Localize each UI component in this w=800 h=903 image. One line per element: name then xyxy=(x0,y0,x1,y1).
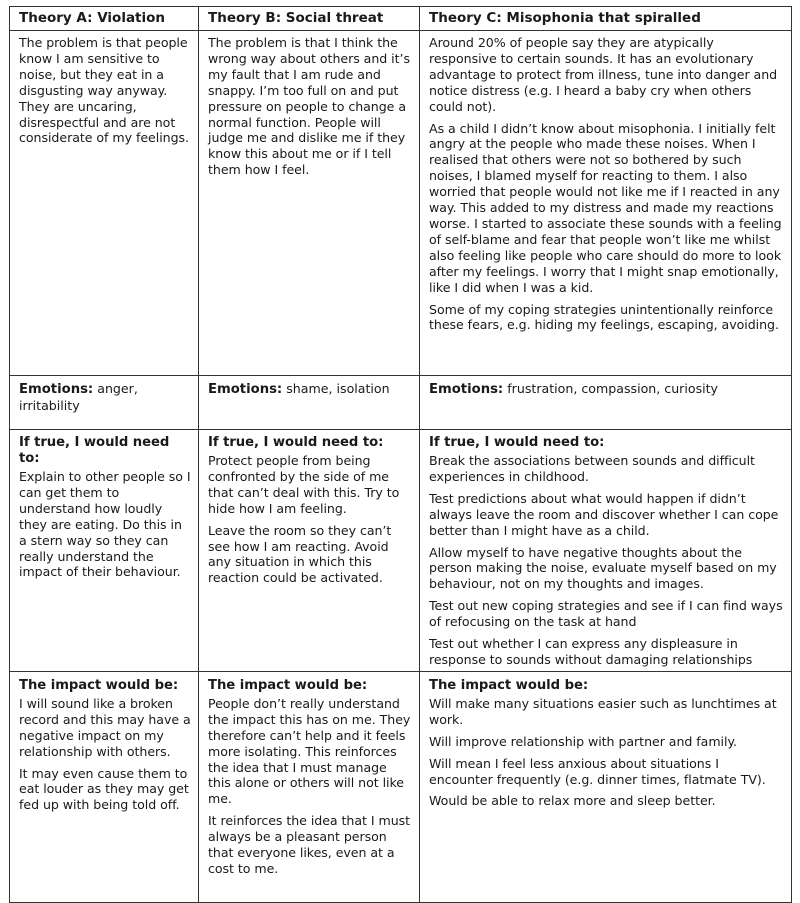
emotions-cell-a xyxy=(10,376,199,430)
description-row xyxy=(10,31,792,376)
header-theory-c: Theory C: Misophonia that spiralled xyxy=(420,7,792,31)
need-cell-c xyxy=(420,430,792,672)
need-paragraph: Test predictions about what would happen if didn’t always leave the room and discover whether I can cope better than I might have as a child. xyxy=(429,490,779,538)
impact-paragraph: It may even cause them to eat louder as they may get fed up with being told off. xyxy=(19,765,189,813)
need-paragraph: Test out whether I can express any displeasure in response to sounds without damaging relationships xyxy=(429,636,753,667)
impact-row xyxy=(10,671,792,902)
impact-cell-a xyxy=(10,671,199,902)
emotions-value: anger, irritability xyxy=(19,381,138,413)
impact-paragraph: Will mean I feel less anxious about situations I encounter frequently (e.g. dinner times, flatmate TV). xyxy=(429,755,766,787)
emotions-label: Emotions: xyxy=(19,382,94,397)
impact-heading: The impact would be: xyxy=(208,677,368,693)
emotions-label: Emotions: xyxy=(429,382,504,397)
impact-paragraph: Would be able to relax more and sleep better. xyxy=(429,793,716,809)
description-paragraph: Around 20% of people say they are atypically responsive to certain sounds. It has an evolutionary advantage to protect from illness, tune into danger and notice distress (e.g. I heard a baby cry when others could not). xyxy=(429,35,778,114)
header-theory-b: Theory B: Social threat xyxy=(199,7,420,31)
description-cell-c xyxy=(420,31,792,376)
description-paragraph: The problem is that people know I am sensitive to noise, but they eat in a disgusting way anyway. They are uncaring, disrespectful and are not considerate of my feelings. xyxy=(19,35,189,146)
impact-paragraph: I will sound like a broken record and this may have a negative impact on my relationship with others. xyxy=(19,695,191,759)
theories-table xyxy=(9,6,792,903)
need-heading: If true, I would need to: xyxy=(429,435,605,450)
impact-cell-b xyxy=(199,671,420,902)
need-heading: If true, I would need to: xyxy=(19,435,170,466)
need-row xyxy=(10,430,792,672)
impact-heading: The impact would be: xyxy=(429,677,589,693)
need-cell-b xyxy=(199,430,420,672)
emotions-value: shame, isolation xyxy=(286,381,390,396)
need-paragraph: Allow myself to have negative thoughts about the person making the noise, evaluate myself based on my behaviour, not on my thoughts and images. xyxy=(429,544,777,592)
emotions-label: Emotions: xyxy=(208,382,283,397)
need-paragraph: Test out new coping strategies and see if I can find ways of refocusing on the task at hand xyxy=(429,598,783,630)
need-paragraph: Break the associations between sounds and difficult experiences in childhood. xyxy=(429,453,755,484)
need-paragraph: Protect people from being confronted by the side of me that can’t deal with this. Try to hide how I am feeling. xyxy=(208,453,400,516)
description-cell-a xyxy=(10,31,199,376)
impact-heading: The impact would be: xyxy=(19,677,179,693)
description-paragraph: Some of my coping strategies unintentionally reinforce these fears, e.g. hiding my feelings, escaping, avoiding. xyxy=(429,301,779,333)
header-theory-a: Theory A: Violation xyxy=(10,7,199,31)
emotions-cell-b xyxy=(199,376,420,430)
need-paragraph: Explain to other people so I can get them to understand how loudly they are eating. Do this in a stern way so they can really understand the impact of their behaviour. xyxy=(19,469,191,580)
impact-paragraph: Will make many situations easier such as lunchtimes at work. xyxy=(429,695,777,727)
emotions-cell-c xyxy=(420,376,792,430)
description-paragraph: The problem is that I think the wrong way about others and it’s my fault that I am rude and snappy. I’m too full on and put pressure on people to change a normal function. People will judge me and dislike me if they know this about me or if I tell them how I feel. xyxy=(208,35,410,178)
emotions-row xyxy=(10,376,792,430)
impact-cell-c xyxy=(420,671,792,902)
emotions-value: frustration, compassion, curiosity xyxy=(507,381,719,396)
description-paragraph: As a child I didn’t know about misophonia. I initially felt angry at the people who made these noises. When I realised that others were not so bothered by such noises, I blamed myself for reacting to them. I also worried that people would not like me if I reacted in any way. This added to my distress and made my reactions worse. I started to associate these sounds with a feeling of self-blame and fear that people won’t like me whilst also feeling like people who care should do more to look after my feelings. I worry that I might snap emotionally, like I did when I was a kid. xyxy=(429,120,782,295)
impact-paragraph: People don’t really understand the impact this has on me. They therefore can’t help and it feels more isolating. This reinforces the idea that I must manage this alone or others will not like me. xyxy=(208,695,411,807)
impact-paragraph: It reinforces the idea that I must always be a pleasant person that everyone likes, even at a cost to me. xyxy=(208,813,411,876)
impact-paragraph: Will improve relationship with partner and family. xyxy=(429,733,738,749)
need-heading: If true, I would need to: xyxy=(208,435,384,450)
need-paragraph: Leave the room so they can’t see how I am reacting. Avoid any situation in which this reaction could be activated. xyxy=(208,522,392,586)
description-cell-b xyxy=(199,31,420,376)
header-row xyxy=(10,7,792,31)
need-cell-a xyxy=(10,430,199,672)
